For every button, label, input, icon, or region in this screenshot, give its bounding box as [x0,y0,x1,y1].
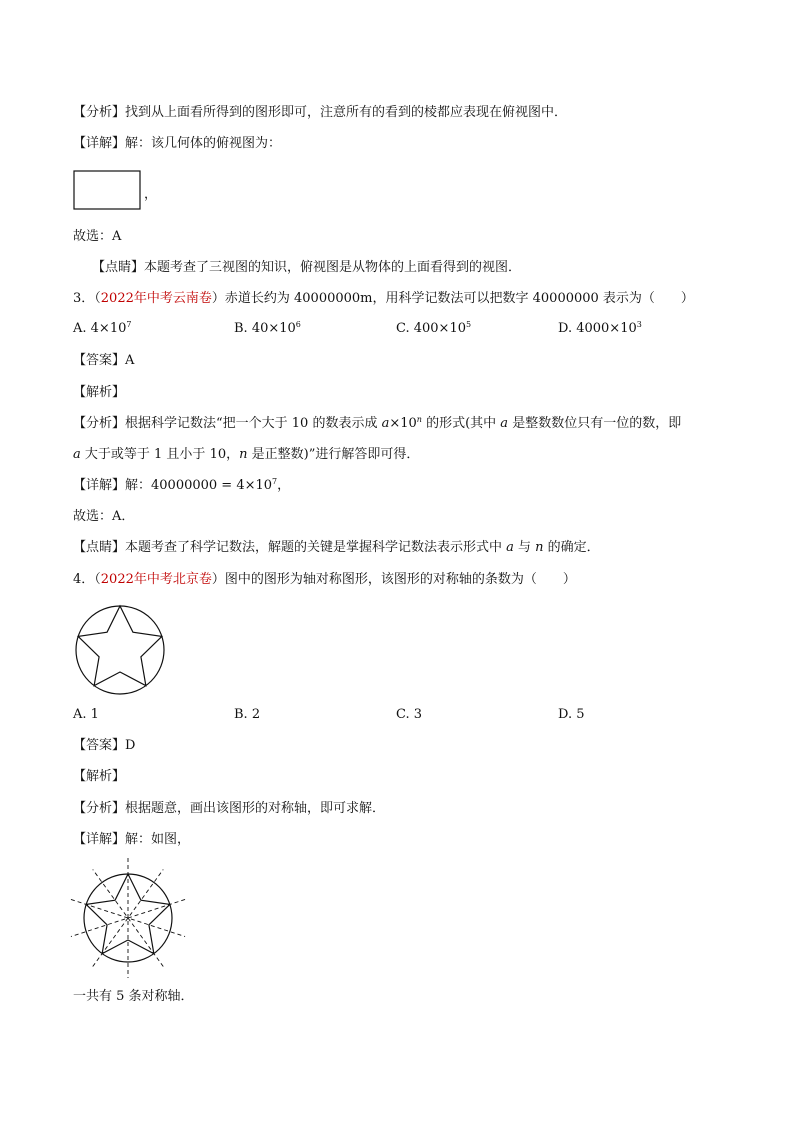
q3-option-c [396,320,471,338]
q3-var-a: a [381,416,390,431]
top-view-rectangle-figure [73,170,143,211]
q3-option-c-exp: 5 [466,320,472,329]
q4-option-b: B. 2 [234,707,261,722]
q3-option-d-label: D. 4000×10 [558,321,637,336]
q3-option-a [73,320,131,338]
q4-analysis: 【分析】根据题意，画出该图形的对称轴，即可求解． [73,801,386,816]
q3-var-a: a [506,540,514,555]
q4-source: 2022年中考北京卷 [100,572,212,587]
q3-detail [73,477,290,495]
q4-conclusion: 一共有 5 条对称轴． [73,989,194,1004]
q3-var-a: a [73,447,81,462]
q3-var-a: a [500,416,509,431]
q3-comment [73,539,600,557]
q3-analysis-text: 是正整数)”进行解答即可得． [247,447,420,462]
q3-comment-text: 【点睛】本题考查了科学记数法，解题的关键是掌握科学记数法表示形式中 [73,540,507,555]
q2-choice: 故选：A [73,229,122,244]
q3-var-n: n [239,447,248,462]
q4-answer: 【答案】D [73,738,136,753]
q2-comment: 【点睛】本题考查了三视图的知识，俯视图是从物体的上面看得到的视图． [92,260,522,275]
q3-jiexi: 【解析】 [73,385,126,400]
q3-detail-text: 【详解】解：40000000 = 4×10 [73,478,273,493]
q3-option-a-exp: 7 [126,320,132,329]
q3-detail-exp: 7 [272,477,278,486]
q3-choice: 故选：A． [73,509,135,524]
q2-analysis: 【分析】找到从上面看所得到的图形即可，注意所有的看到的棱都应表现在俯视图中． [73,105,568,120]
star-symmetry-axes-figure [72,860,188,982]
q3-source: 2022年中考云南卷 [100,291,212,306]
q3-answer: 【答案】A [73,353,135,368]
q3-comment-text: 与 [513,540,536,555]
q3-option-a-label: A. 4×10 [73,321,127,336]
q2-figure-comma: ， [144,187,158,202]
q3-analysis-text: 是整数数位只有一位的数，即 [508,416,682,431]
q3-option-c-label: C. 400×10 [396,321,466,336]
q3-option-b [234,320,301,338]
q4-option-c: C. 3 [396,707,423,722]
q3-option-d [558,320,642,338]
q4-number: 4．（ [73,572,101,587]
q3-analysis-text: 【分析】根据科学记数法“把一个大于 10 的数表示成 [73,416,382,431]
q3-stem [73,290,694,308]
q4-stem-text: ）图中的图形为轴对称图形，该图形的对称轴的条数为（ ） [211,572,576,587]
q3-option-d-exp: 3 [636,320,642,329]
q3-option-b-label: B. 40×10 [234,321,296,336]
q3-analysis-text: 大于或等于 1 且小于 10， [80,447,240,462]
q4-stem [73,571,576,589]
q4-jiexi: 【解析】 [73,769,126,784]
q3-analysis-line2 [73,446,419,464]
q3-option-b-exp: 6 [295,320,301,329]
q4-option-d: D. 5 [558,707,585,722]
q3-analysis-text: 的形式(其中 [421,416,501,431]
q4-option-a: A. 1 [73,707,99,722]
q3-exp-n: n [416,415,422,424]
q3-analysis-line1 [73,415,681,433]
q4-detail: 【详解】解：如图， [73,832,191,847]
q3-stem-text: ）赤道长约为 40000000m，用科学记数法可以把数字 40000000 表示为（ ） [211,291,694,306]
star-in-circle-figure [74,604,166,696]
q3-comment-text: 的确定． [543,540,600,555]
q3-number: 3．（ [73,291,101,306]
q3-var-n: n [535,540,544,555]
q2-detail: 【详解】解：该几何体的俯视图为： [73,136,282,151]
q3-detail-comma: ， [277,478,291,493]
q3-times10: ×10 [389,416,417,431]
